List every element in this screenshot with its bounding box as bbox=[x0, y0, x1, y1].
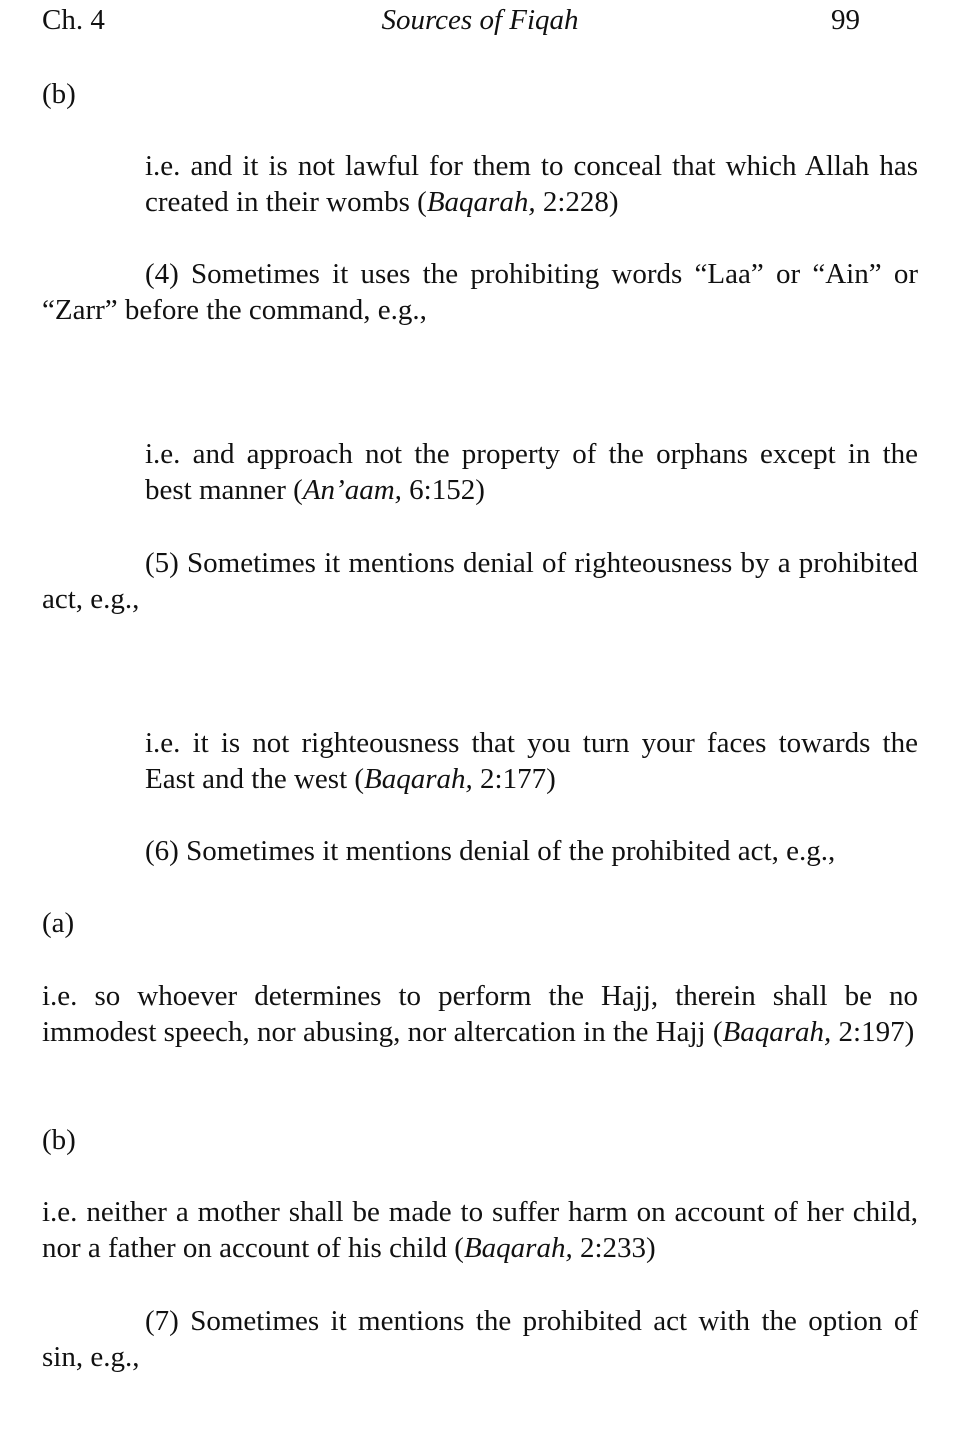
translation-paragraph bbox=[145, 725, 918, 797]
translation-text: i.e. and approach not the property of the orphans except in the best manner ( bbox=[145, 438, 918, 506]
reference-surah: An’aam, bbox=[302, 474, 402, 506]
running-title: Sources of Fiqah bbox=[381, 4, 579, 36]
reference-surah: Baqarah, bbox=[722, 1016, 832, 1048]
translation-text: i.e. it is not righteousness that you turn your faces towards the East and the west ( bbox=[145, 727, 918, 795]
paragraph-point-4: (4) Sometimes it uses the prohibiting words “Laa” or “Ain” or “Zarr” before the command, e.g., bbox=[42, 258, 918, 326]
translation-text: i.e. so whoever determines to perform the Hajj, therein shall be no immodest speech, nor abusing, nor altercation in the Hajj ( bbox=[42, 980, 918, 1048]
translation-text: i.e. neither a mother shall be made to suffer harm on account of her child, nor a father on account of his child ( bbox=[42, 1196, 918, 1264]
running-header bbox=[42, 2, 918, 38]
paragraph-point-6: (6) Sometimes it mentions denial of the prohibited act, e.g., bbox=[145, 835, 836, 867]
translation-paragraph bbox=[42, 1194, 918, 1266]
translation-paragraph bbox=[42, 978, 918, 1050]
page-number: 99 bbox=[831, 4, 860, 36]
item-label-b: (b) bbox=[42, 78, 76, 110]
reference-verse: 2:228) bbox=[535, 186, 619, 218]
reference-surah: Baqarah, bbox=[364, 763, 473, 795]
item-label-a: (a) bbox=[42, 907, 75, 939]
item-label-b: (b) bbox=[42, 1124, 76, 1156]
reference-surah: Baqarah, bbox=[463, 1232, 573, 1264]
reference-verse: 6:152) bbox=[401, 474, 485, 506]
reference-verse: 2:177) bbox=[472, 763, 556, 795]
reference-verse: 2:197) bbox=[831, 1016, 915, 1048]
translation-paragraph bbox=[145, 436, 918, 508]
reference-surah: Baqarah, bbox=[426, 186, 536, 218]
reference-verse: 2:233) bbox=[572, 1232, 656, 1264]
translation-text: i.e. and it is not lawful for them to conceal that which Allah has created in their wombs ( bbox=[145, 150, 918, 218]
translation-paragraph bbox=[145, 148, 918, 220]
paragraph-point-7: (7) Sometimes it mentions the prohibited act with the option of sin, e.g., bbox=[42, 1305, 918, 1373]
chapter-label: Ch. 4 bbox=[42, 4, 105, 36]
paragraph-point-5: (5) Sometimes it mentions denial of righteousness by a prohibited act, e.g., bbox=[42, 547, 918, 615]
